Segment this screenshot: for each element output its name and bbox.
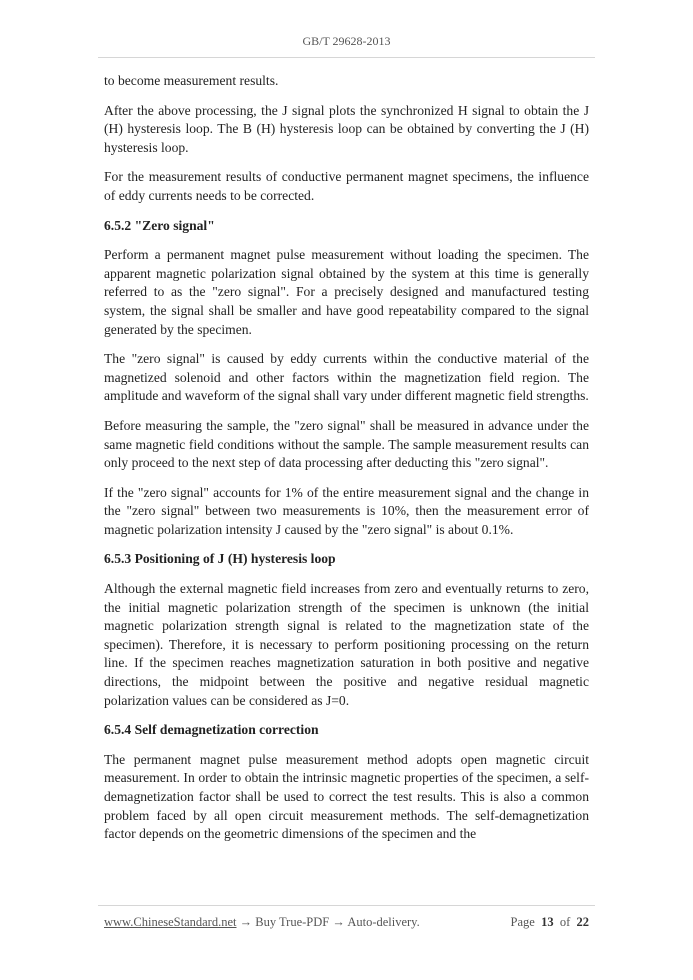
paragraph: Before measuring the sample, the "zero signal" shall be measured in advance under the same magnetic field conditions without the sample. The sample measurement results can only proceed to the next step of data processing after deducting this "zero signal". [104,417,589,471]
section-heading-6-5-3: 6.5.3 Positioning of J (H) hysteresis loop [104,551,336,567]
paragraph: The "zero signal" is caused by eddy currents within the conductive material of the magnetized solenoid and other factors within the magnetization field region. The amplitude and waveform of the signal shall vary under different magnetic field strengths. [104,351,589,404]
page-header: GB/T 29628-2013 [302,34,391,48]
page-number [511,915,589,930]
paragraph: Although the external magnetic field increases from zero and eventually returns to zero, the initial magnetic polarization strength of the specimen is unknown (the initial magnetic polarization strength signal is related to the magnetization state of the specimen). Therefore, it is necessary to perform positioning processing on the return line. If the specimen reaches magnetization saturation in both positive and negative directions, the midpoint between the positive and negative residual magnetic polarization values can be considered as J=0. [104,581,589,708]
current-page: 13 [541,915,554,929]
arrow-icon: → [239,915,253,929]
header-divider [98,57,595,58]
website-link[interactable]: www.ChineseStandard.net [104,915,237,929]
paragraph: Perform a permanent magnet pulse measurement without loading the specimen. The apparent magnetic polarization signal obtained by the system at this time is generally referred to as the "zero signal". For a precisely designed and manufactured testing system, the signal shall be smaller and have good repeatability compared to the signal generated by the specimen. [104,247,589,337]
document-body [104,72,589,855]
of-label: of [559,915,571,929]
total-pages: 22 [576,915,589,929]
paragraph: For the measurement results of conductive permanent magnet specimens, the influence of eddy currents needs to be corrected. [104,169,589,203]
paragraph: The permanent magnet pulse measurement method adopts open magnetic circuit measurement. In order to obtain the intrinsic magnetic properties of the specimen, a self-demagnetization factor shall be used to correct the test results. This is also a common problem faced by all open circuit measurement methods. The self-demagnetization factor depends on the geometric dimensions of the specimen and the [104,751,589,842]
page-label: Page [510,915,535,929]
buy-true-pdf-text: Buy True-PDF [255,915,330,929]
paragraph: If the "zero signal" accounts for 1% of the entire measurement signal and the change in the "zero signal" between two measurements is 10%, then the measurement error of magnetic polarization intensity J caused by the "zero signal" is about 0.1%. [104,484,589,537]
paragraph: to become measurement results. [104,73,279,88]
footer-divider [98,905,595,906]
section-heading-6-5-2: 6.5.2 "Zero signal" [104,217,215,233]
arrow-icon: → [332,915,345,929]
paragraph: After the above processing, the J signal plots the synchronized H signal to obtain the J (H) hysteresis loop. The B (H) hysteresis loop can be obtained by converting the J (H) hysteresis loop. [104,102,589,155]
footer-links [104,915,420,930]
auto-delivery-text: Auto-delivery. [347,915,420,929]
section-heading-6-5-4: 6.5.4 Self demagnetization correction [104,722,319,738]
